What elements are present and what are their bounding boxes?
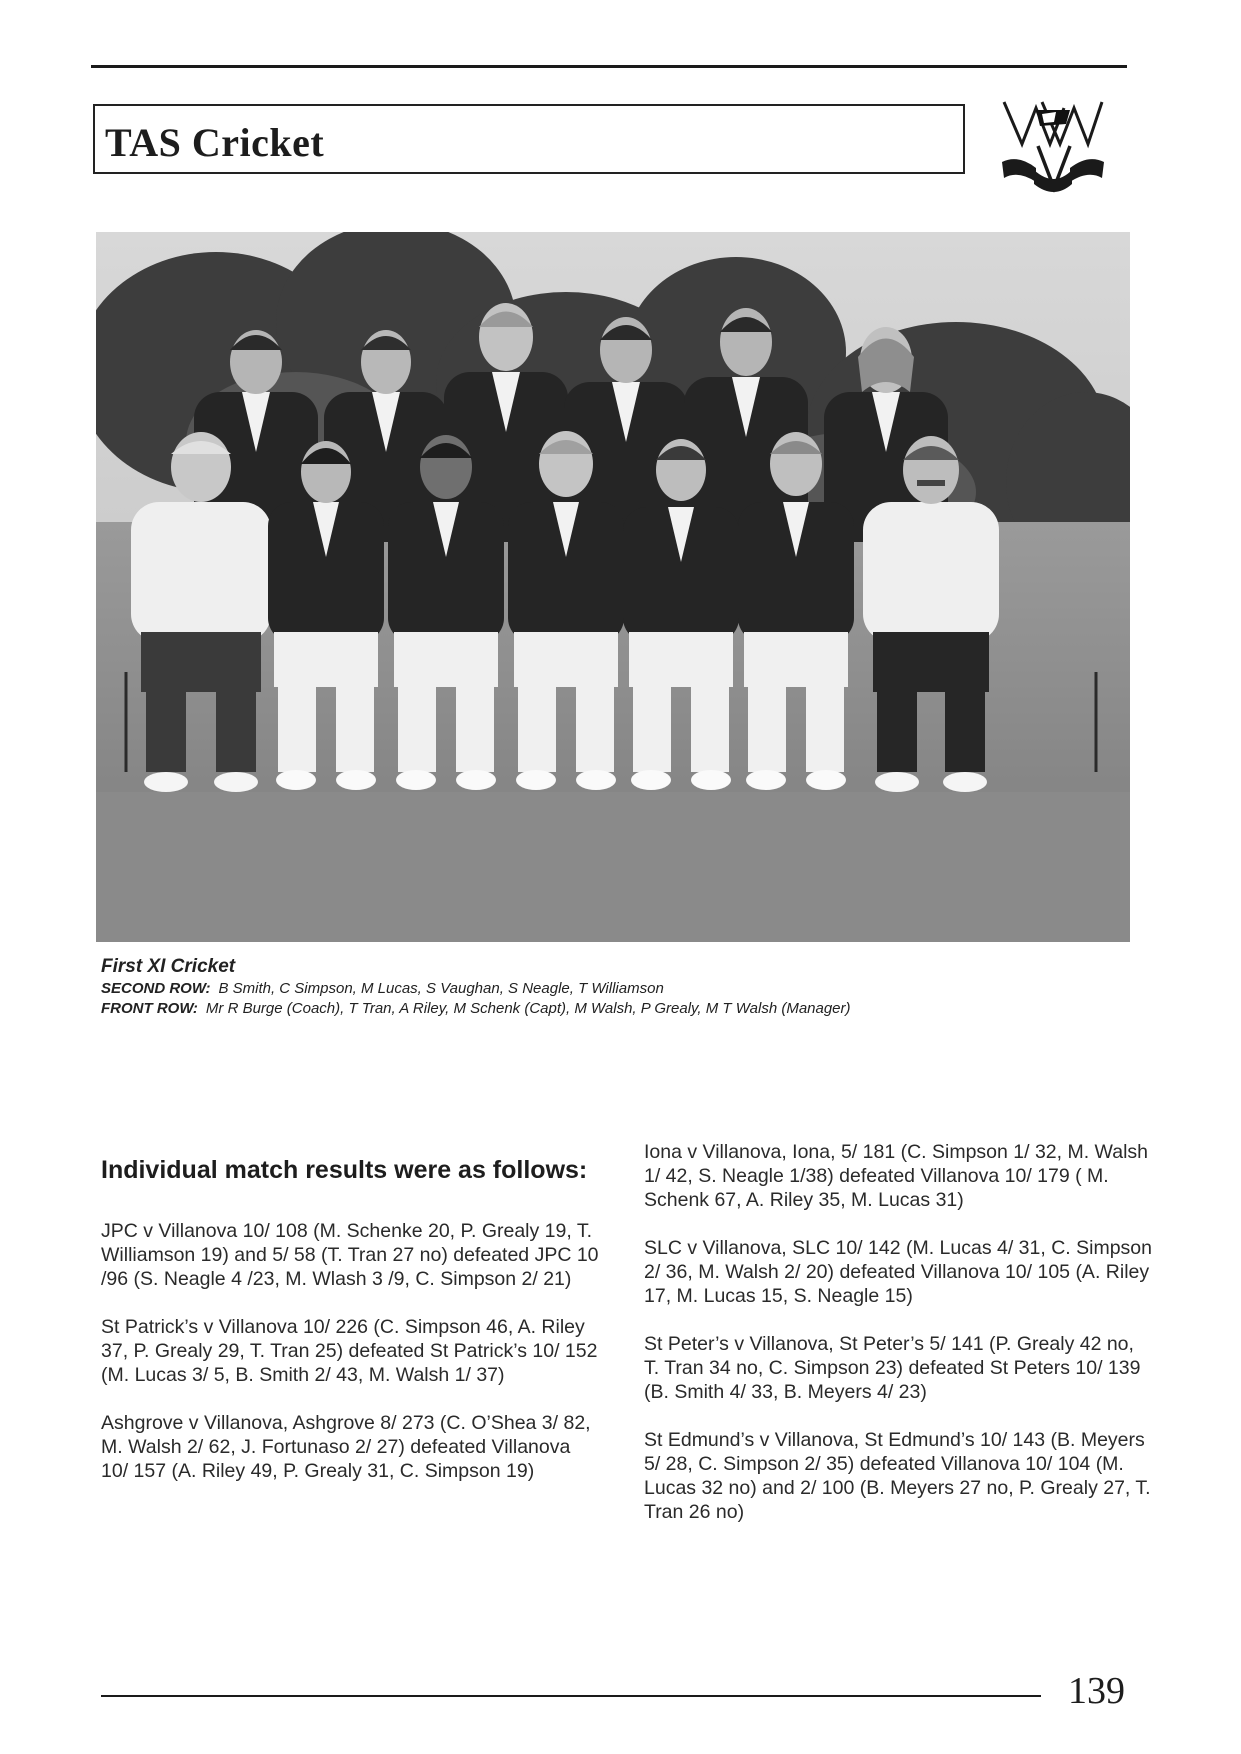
results-right-column — [644, 1140, 1154, 1548]
school-crest-logo — [998, 96, 1108, 204]
match-result: St Patrick’s v Villanova 10/ 226 (C. Simpson 46, A. Riley 37, P. Grealy 29, T. Tran 25) defeated St Patrick’s 10/ 152 (M. Lucas 3/ 5, B. Smith 2/ 43, M. Walsh 1/ 37) — [101, 1316, 598, 1386]
results-heading: Individual match results were as follows: — [101, 1156, 588, 1184]
match-result: Iona v Villanova, Iona, 5/ 181 (C. Simpson 1/ 32, M. Walsh 1/ 42, S. Neagle 1/38) defeated Villanova 10/ 179 ( M. Schenk 67, A. Riley 35, M. Lucas 31) — [644, 1141, 1149, 1211]
match-result: SLC v Villanova, SLC 10/ 142 (M. Lucas 4/ 31, C. Simpson 2/ 36, M. Walsh 2/ 20) defeated Villanova 10/ 105 (A. Riley 17, M. Lucas 15, S. Neagle 15) — [644, 1237, 1152, 1307]
page-title: TAS Cricket — [105, 120, 325, 165]
results-left-column — [101, 1143, 601, 1507]
match-result: JPC v Villanova 10/ 108 (M. Schenke 20, P. Grealy 19, T. Williamson 19) and 5/ 58 (T. Tran 27 no) defeated JPC 10 /96 (S. Neagle 4 /23, M. Wlash 3 /9, C. Simpson 2/ 21) — [101, 1220, 599, 1290]
caption-front-row-label: FRONT ROW: — [101, 1000, 198, 1017]
top-rule — [91, 65, 1127, 68]
page-number: 139 — [1068, 1670, 1125, 1712]
photo-caption — [101, 955, 851, 1019]
caption-front-row — [101, 999, 851, 1019]
caption-title: First XI Cricket — [101, 956, 236, 977]
team-photo — [96, 232, 1130, 942]
match-result: Ashgrove v Villanova, Ashgrove 8/ 273 (C. O’Shea 3/ 82, M. Walsh 2/ 62, J. Fortunaso 2/ 27) defeated Villanova 10/ 157 (A. Riley 49, P. Grealy 31, C. Simpson 19) — [101, 1412, 591, 1482]
caption-second-row-names: B Smith, C Simpson, M Lucas, S Vaughan, S Neagle, T Williamson — [218, 980, 664, 997]
match-result: St Edmund’s v Villanova, St Edmund’s 10/ 143 (B. Meyers 5/ 28, C. Simpson 2/ 35) defeated Villanova 10/ 104 (M. Lucas 32 no) and 2/ 100 (B. Meyers 27 no, P. Grealy 27, T. Tran 26 no) — [644, 1429, 1151, 1523]
caption-front-row-names: Mr R Burge (Coach), T Tran, A Riley, M Schenk (Capt), M Walsh, P Grealy, M T Walsh (Manager) — [205, 1000, 851, 1017]
caption-second-row-label: SECOND ROW: — [101, 980, 211, 997]
caption-second-row — [101, 979, 851, 999]
bottom-rule — [101, 1695, 1041, 1697]
match-result: St Peter’s v Villanova, St Peter’s 5/ 141 (P. Grealy 42 no, T. Tran 34 no, C. Simpson 23) defeated St Peters 10/ 139 (B. Smith 4/ 33, B. Meyers 4/ 23) — [644, 1333, 1141, 1403]
title-box — [93, 104, 965, 174]
